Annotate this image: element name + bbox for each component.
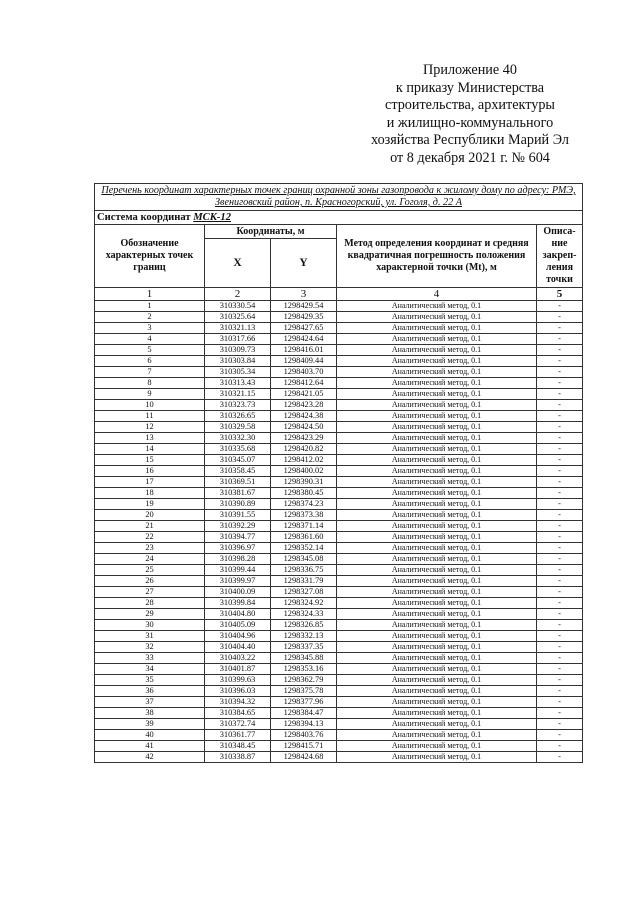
description-cell: - (537, 587, 583, 598)
y-coordinate-cell: 1298353.16 (271, 664, 337, 675)
description-header: Описа-ние закреп-ления точки (537, 225, 583, 288)
x-coordinate-cell: 310399.63 (205, 675, 271, 686)
description-cell: - (537, 521, 583, 532)
x-coordinate-cell: 310317.66 (205, 334, 271, 345)
coordinate-system-row (95, 211, 583, 225)
y-coordinate-cell: 1298336.75 (271, 565, 337, 576)
y-header: Y (271, 239, 337, 288)
table-row (95, 620, 583, 631)
y-coordinate-cell: 1298412.02 (271, 455, 337, 466)
coordinate-system-label: Система координат (97, 211, 191, 223)
y-coordinate-cell: 1298374.23 (271, 499, 337, 510)
header-line: Приложение 40 (423, 62, 517, 78)
header-line: от 8 декабря 2021 г. № 604 (390, 149, 550, 166)
method-cell: Аналитический метод, 0.1 (337, 345, 537, 356)
description-cell: - (537, 466, 583, 477)
x-coordinate-cell: 310326.65 (205, 411, 271, 422)
x-coordinate-cell: 310404.96 (205, 631, 271, 642)
method-header: Метод определения координат и средняя квадратичная погрешность положения характерной точки (Mt), м (337, 225, 537, 288)
table-row (95, 477, 583, 488)
table-row (95, 642, 583, 653)
method-cell: Аналитический метод, 0.1 (337, 752, 537, 763)
method-cell: Аналитический метод, 0.1 (337, 708, 537, 719)
method-cell: Аналитический метод, 0.1 (337, 488, 537, 499)
point-number-cell: 30 (95, 620, 205, 631)
y-coordinate-cell: 1298427.65 (271, 323, 337, 334)
y-coordinate-cell: 1298337.35 (271, 642, 337, 653)
description-cell: - (537, 543, 583, 554)
point-number-cell: 12 (95, 422, 205, 433)
description-cell: - (537, 576, 583, 587)
table-row (95, 367, 583, 378)
description-cell: - (537, 653, 583, 664)
table-row (95, 499, 583, 510)
y-coordinate-cell: 1298362.79 (271, 675, 337, 686)
column-number: 1 (95, 288, 205, 301)
y-coordinate-cell: 1298345.08 (271, 554, 337, 565)
method-cell: Аналитический метод, 0.1 (337, 378, 537, 389)
y-coordinate-cell: 1298390.31 (271, 477, 337, 488)
x-coordinate-cell: 310335.68 (205, 444, 271, 455)
point-number-cell: 10 (95, 400, 205, 411)
table-row (95, 598, 583, 609)
description-cell: - (537, 752, 583, 763)
table-row (95, 400, 583, 411)
table-row (95, 752, 583, 763)
point-number-cell: 27 (95, 587, 205, 598)
x-coordinate-cell: 310394.77 (205, 532, 271, 543)
method-cell: Аналитический метод, 0.1 (337, 675, 537, 686)
point-number-cell: 28 (95, 598, 205, 609)
y-coordinate-cell: 1298327.08 (271, 587, 337, 598)
table-row (95, 543, 583, 554)
method-cell: Аналитический метод, 0.1 (337, 521, 537, 532)
table-row (95, 455, 583, 466)
description-cell: - (537, 400, 583, 411)
x-coordinate-cell: 310396.03 (205, 686, 271, 697)
y-coordinate-cell: 1298331.79 (271, 576, 337, 587)
table-row (95, 488, 583, 499)
description-cell: - (537, 455, 583, 466)
table-row (95, 312, 583, 323)
x-coordinate-cell: 310372.74 (205, 719, 271, 730)
point-number-cell: 25 (95, 565, 205, 576)
description-cell: - (537, 312, 583, 323)
y-coordinate-cell: 1298424.68 (271, 752, 337, 763)
method-cell: Аналитический метод, 0.1 (337, 422, 537, 433)
y-coordinate-cell: 1298403.76 (271, 730, 337, 741)
point-number-cell: 33 (95, 653, 205, 664)
description-cell: - (537, 367, 583, 378)
method-cell: Аналитический метод, 0.1 (337, 730, 537, 741)
description-cell: - (537, 411, 583, 422)
y-coordinate-cell: 1298409.44 (271, 356, 337, 367)
method-cell: Аналитический метод, 0.1 (337, 334, 537, 345)
coordinates-header: Координаты, м (205, 225, 337, 239)
x-coordinate-cell: 310321.13 (205, 323, 271, 334)
method-cell: Аналитический метод, 0.1 (337, 367, 537, 378)
point-number-cell: 11 (95, 411, 205, 422)
point-number-cell: 32 (95, 642, 205, 653)
x-coordinate-cell: 310405.09 (205, 620, 271, 631)
y-coordinate-cell: 1298429.54 (271, 301, 337, 312)
table-row (95, 389, 583, 400)
method-cell: Аналитический метод, 0.1 (337, 301, 537, 312)
method-cell: Аналитический метод, 0.1 (337, 466, 537, 477)
x-coordinate-cell: 310398.28 (205, 554, 271, 565)
y-coordinate-cell: 1298332.13 (271, 631, 337, 642)
y-coordinate-cell: 1298377.96 (271, 697, 337, 708)
description-cell: - (537, 323, 583, 334)
table-row (95, 587, 583, 598)
y-coordinate-cell: 1298384.47 (271, 708, 337, 719)
method-cell: Аналитический метод, 0.1 (337, 697, 537, 708)
point-number-cell: 38 (95, 708, 205, 719)
method-cell: Аналитический метод, 0.1 (337, 499, 537, 510)
method-cell: Аналитический метод, 0.1 (337, 444, 537, 455)
coordinates-body (95, 301, 583, 763)
description-cell: - (537, 422, 583, 433)
point-number-cell: 9 (95, 389, 205, 400)
point-number-cell: 21 (95, 521, 205, 532)
column-number: 5 (537, 288, 583, 301)
description-cell: - (537, 697, 583, 708)
x-coordinate-cell: 310381.67 (205, 488, 271, 499)
point-number-cell: 1 (95, 301, 205, 312)
point-number-cell: 8 (95, 378, 205, 389)
description-cell: - (537, 301, 583, 312)
point-number-cell: 36 (95, 686, 205, 697)
description-cell: - (537, 477, 583, 488)
description-cell: - (537, 389, 583, 400)
table-row (95, 378, 583, 389)
y-coordinate-cell: 1298403.70 (271, 367, 337, 378)
table-row (95, 301, 583, 312)
description-cell: - (537, 554, 583, 565)
x-coordinate-cell: 310384.65 (205, 708, 271, 719)
point-number-cell: 18 (95, 488, 205, 499)
method-cell: Аналитический метод, 0.1 (337, 642, 537, 653)
table-row (95, 521, 583, 532)
method-cell: Аналитический метод, 0.1 (337, 455, 537, 466)
y-coordinate-cell: 1298326.85 (271, 620, 337, 631)
y-coordinate-cell: 1298400.02 (271, 466, 337, 477)
header-line: к приказу Министерства (395, 79, 545, 96)
description-cell: - (537, 565, 583, 576)
approval-header (350, 62, 590, 168)
x-coordinate-cell: 310348.45 (205, 741, 271, 752)
table-row (95, 444, 583, 455)
x-coordinate-cell: 310338.87 (205, 752, 271, 763)
point-number-cell: 34 (95, 664, 205, 675)
point-number-cell: 5 (95, 345, 205, 356)
x-coordinate-cell: 310403.22 (205, 653, 271, 664)
column-number: 2 (205, 288, 271, 301)
method-cell: Аналитический метод, 0.1 (337, 620, 537, 631)
header-line: и жилищно-коммунального (386, 114, 554, 131)
method-cell: Аналитический метод, 0.1 (337, 587, 537, 598)
x-coordinate-cell: 310309.73 (205, 345, 271, 356)
table-row (95, 334, 583, 345)
y-coordinate-cell: 1298380.45 (271, 488, 337, 499)
table-row (95, 730, 583, 741)
method-cell: Аналитический метод, 0.1 (337, 477, 537, 488)
x-coordinate-cell: 310323.73 (205, 400, 271, 411)
x-coordinate-cell: 310369.51 (205, 477, 271, 488)
x-coordinate-cell: 310404.80 (205, 609, 271, 620)
method-cell: Аналитический метод, 0.1 (337, 741, 537, 752)
x-coordinate-cell: 310305.34 (205, 367, 271, 378)
y-coordinate-cell: 1298424.38 (271, 411, 337, 422)
method-cell: Аналитический метод, 0.1 (337, 576, 537, 587)
method-cell: Аналитический метод, 0.1 (337, 433, 537, 444)
x-coordinate-cell: 310399.84 (205, 598, 271, 609)
method-cell: Аналитический метод, 0.1 (337, 356, 537, 367)
method-cell: Аналитический метод, 0.1 (337, 686, 537, 697)
y-coordinate-cell: 1298420.82 (271, 444, 337, 455)
table-row (95, 576, 583, 587)
table-row (95, 411, 583, 422)
description-cell: - (537, 499, 583, 510)
x-coordinate-cell: 310358.45 (205, 466, 271, 477)
x-coordinate-cell: 310391.55 (205, 510, 271, 521)
x-coordinate-cell: 310329.58 (205, 422, 271, 433)
point-number-cell: 22 (95, 532, 205, 543)
x-coordinate-cell: 310404.40 (205, 642, 271, 653)
description-cell: - (537, 609, 583, 620)
description-cell: - (537, 675, 583, 686)
y-coordinate-cell: 1298415.71 (271, 741, 337, 752)
header-line: строительства, архитектуры (385, 97, 555, 114)
description-cell: - (537, 598, 583, 609)
method-cell: Аналитический метод, 0.1 (337, 411, 537, 422)
table-row (95, 631, 583, 642)
method-cell: Аналитический метод, 0.1 (337, 565, 537, 576)
table-caption: Перечень координат характерных точек границ охранной зоны газопровода к жилому дому по адресу: РМЭ, Звениговский район, п. Красногорский, ул. Гоголя, д. 22 А (95, 184, 583, 211)
x-coordinate-cell: 310399.44 (205, 565, 271, 576)
x-coordinate-cell: 310303.84 (205, 356, 271, 367)
point-number-cell: 6 (95, 356, 205, 367)
y-coordinate-cell: 1298423.28 (271, 400, 337, 411)
x-coordinate-cell: 310396.97 (205, 543, 271, 554)
y-coordinate-cell: 1298424.64 (271, 334, 337, 345)
point-number-cell: 40 (95, 730, 205, 741)
y-coordinate-cell: 1298429.35 (271, 312, 337, 323)
table-row (95, 554, 583, 565)
method-cell: Аналитический метод, 0.1 (337, 532, 537, 543)
y-coordinate-cell: 1298375.78 (271, 686, 337, 697)
y-coordinate-cell: 1298361.60 (271, 532, 337, 543)
description-cell: - (537, 686, 583, 697)
x-coordinate-cell: 310332.30 (205, 433, 271, 444)
point-number-cell: 7 (95, 367, 205, 378)
description-cell: - (537, 708, 583, 719)
table-row (95, 466, 583, 477)
point-number-cell: 17 (95, 477, 205, 488)
column-number: 3 (271, 288, 337, 301)
description-cell: - (537, 664, 583, 675)
table-row (95, 609, 583, 620)
coordinates-table (94, 183, 583, 763)
x-coordinate-cell: 310325.64 (205, 312, 271, 323)
y-coordinate-cell: 1298324.33 (271, 609, 337, 620)
x-coordinate-cell: 310401.87 (205, 664, 271, 675)
point-number-cell: 16 (95, 466, 205, 477)
y-coordinate-cell: 1298324.92 (271, 598, 337, 609)
description-cell: - (537, 741, 583, 752)
y-coordinate-cell: 1298424.50 (271, 422, 337, 433)
method-cell: Аналитический метод, 0.1 (337, 631, 537, 642)
method-cell: Аналитический метод, 0.1 (337, 598, 537, 609)
point-number-cell: 15 (95, 455, 205, 466)
x-coordinate-cell: 310399.97 (205, 576, 271, 587)
header-line: хозяйства Республики Марий Эл (371, 132, 569, 149)
table-row (95, 719, 583, 730)
designation-header: Обозначение характерных точек границ (95, 225, 205, 288)
table-row (95, 422, 583, 433)
method-cell: Аналитический метод, 0.1 (337, 312, 537, 323)
method-cell: Аналитический метод, 0.1 (337, 400, 537, 411)
description-cell: - (537, 631, 583, 642)
point-number-cell: 31 (95, 631, 205, 642)
point-number-cell: 35 (95, 675, 205, 686)
description-cell: - (537, 444, 583, 455)
description-cell: - (537, 345, 583, 356)
table-row (95, 708, 583, 719)
coordinate-system-name: МСК-12 (193, 211, 232, 223)
description-cell: - (537, 532, 583, 543)
point-number-cell: 23 (95, 543, 205, 554)
description-cell: - (537, 642, 583, 653)
table-row (95, 510, 583, 521)
x-coordinate-cell: 310400.09 (205, 587, 271, 598)
table-row (95, 345, 583, 356)
point-number-cell: 14 (95, 444, 205, 455)
point-number-cell: 37 (95, 697, 205, 708)
point-number-cell: 26 (95, 576, 205, 587)
x-header: X (205, 239, 271, 288)
description-cell: - (537, 620, 583, 631)
method-cell: Аналитический метод, 0.1 (337, 609, 537, 620)
x-coordinate-cell: 310390.89 (205, 499, 271, 510)
y-coordinate-cell: 1298412.64 (271, 378, 337, 389)
table-row (95, 433, 583, 444)
y-coordinate-cell: 1298345.88 (271, 653, 337, 664)
y-coordinate-cell: 1298423.29 (271, 433, 337, 444)
method-cell: Аналитический метод, 0.1 (337, 664, 537, 675)
point-number-cell: 41 (95, 741, 205, 752)
x-coordinate-cell: 310394.32 (205, 697, 271, 708)
table-row (95, 356, 583, 367)
table-row (95, 686, 583, 697)
method-cell: Аналитический метод, 0.1 (337, 719, 537, 730)
x-coordinate-cell: 310330.54 (205, 301, 271, 312)
method-cell: Аналитический метод, 0.1 (337, 323, 537, 334)
table-row (95, 323, 583, 334)
table-row (95, 565, 583, 576)
y-coordinate-cell: 1298373.38 (271, 510, 337, 521)
description-cell: - (537, 719, 583, 730)
point-number-cell: 4 (95, 334, 205, 345)
point-number-cell: 2 (95, 312, 205, 323)
description-cell: - (537, 730, 583, 741)
table-row (95, 697, 583, 708)
y-coordinate-cell: 1298421.05 (271, 389, 337, 400)
method-cell: Аналитический метод, 0.1 (337, 510, 537, 521)
point-number-cell: 19 (95, 499, 205, 510)
y-coordinate-cell: 1298371.14 (271, 521, 337, 532)
y-coordinate-cell: 1298394.13 (271, 719, 337, 730)
point-number-cell: 24 (95, 554, 205, 565)
column-number: 4 (337, 288, 537, 301)
description-cell: - (537, 356, 583, 367)
description-cell: - (537, 378, 583, 389)
point-number-cell: 42 (95, 752, 205, 763)
point-number-cell: 39 (95, 719, 205, 730)
point-number-cell: 13 (95, 433, 205, 444)
description-cell: - (537, 433, 583, 444)
method-cell: Аналитический метод, 0.1 (337, 653, 537, 664)
description-cell: - (537, 510, 583, 521)
table-row (95, 741, 583, 752)
description-cell: - (537, 334, 583, 345)
table-row (95, 653, 583, 664)
y-coordinate-cell: 1298416.01 (271, 345, 337, 356)
x-coordinate-cell: 310321.15 (205, 389, 271, 400)
x-coordinate-cell: 310392.29 (205, 521, 271, 532)
method-cell: Аналитический метод, 0.1 (337, 554, 537, 565)
method-cell: Аналитический метод, 0.1 (337, 543, 537, 554)
point-number-cell: 20 (95, 510, 205, 521)
point-number-cell: 29 (95, 609, 205, 620)
table-row (95, 532, 583, 543)
y-coordinate-cell: 1298352.14 (271, 543, 337, 554)
point-number-cell: 3 (95, 323, 205, 334)
description-cell: - (537, 488, 583, 499)
x-coordinate-cell: 310313.43 (205, 378, 271, 389)
x-coordinate-cell: 310345.07 (205, 455, 271, 466)
table-row (95, 675, 583, 686)
x-coordinate-cell: 310361.77 (205, 730, 271, 741)
table-row (95, 664, 583, 675)
method-cell: Аналитический метод, 0.1 (337, 389, 537, 400)
